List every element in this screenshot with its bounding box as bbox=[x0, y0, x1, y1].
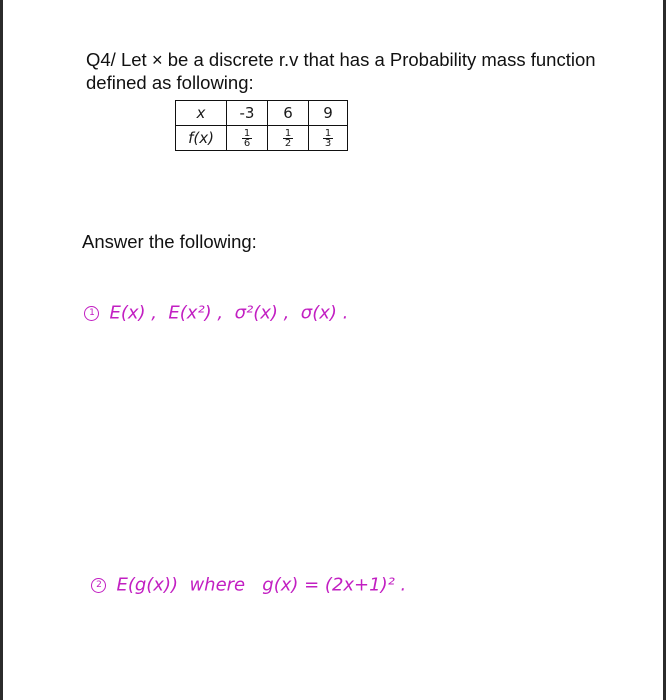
fraction-denominator: 3 bbox=[324, 137, 332, 149]
pmf-table bbox=[175, 100, 348, 151]
table-cell-x-1: -3 bbox=[227, 101, 268, 126]
table-cell-fx-1 bbox=[227, 126, 268, 151]
fraction-numerator: 1 bbox=[324, 127, 332, 139]
fraction-denominator: 2 bbox=[284, 137, 292, 149]
fraction-numerator: 1 bbox=[243, 127, 251, 139]
item-expression: E(g(x)) where g(x) = (2x+1)² . bbox=[116, 574, 407, 596]
table-cell-fx-2 bbox=[268, 126, 309, 151]
answer-item-2 bbox=[80, 553, 406, 596]
fraction bbox=[323, 129, 333, 148]
fraction-numerator: 1 bbox=[284, 127, 292, 139]
left-frame-edge bbox=[0, 0, 3, 700]
table-cell-x-3: 9 bbox=[309, 101, 348, 126]
table-cell-fx-3 bbox=[309, 126, 348, 151]
table-header-fx: f(x) bbox=[176, 126, 227, 151]
table-header-x: x bbox=[176, 101, 227, 126]
item-number-badge: 1 bbox=[84, 306, 99, 321]
table-row-x bbox=[176, 101, 348, 126]
fraction bbox=[283, 129, 293, 148]
question-text: Q4/ Let × be a discrete r.v that has a Probability mass function defined as following: bbox=[86, 49, 596, 93]
table-cell-x-2: 6 bbox=[268, 101, 309, 126]
item-number-badge: 2 bbox=[91, 578, 106, 593]
table-row-fx bbox=[176, 126, 348, 151]
answer-heading: Answer the following: bbox=[82, 231, 257, 252]
answer-item-1 bbox=[73, 281, 348, 324]
fraction-denominator: 6 bbox=[243, 137, 251, 149]
item-expression: E(x) , E(x²) , σ²(x) , σ(x) . bbox=[109, 302, 349, 324]
fraction bbox=[242, 129, 252, 148]
